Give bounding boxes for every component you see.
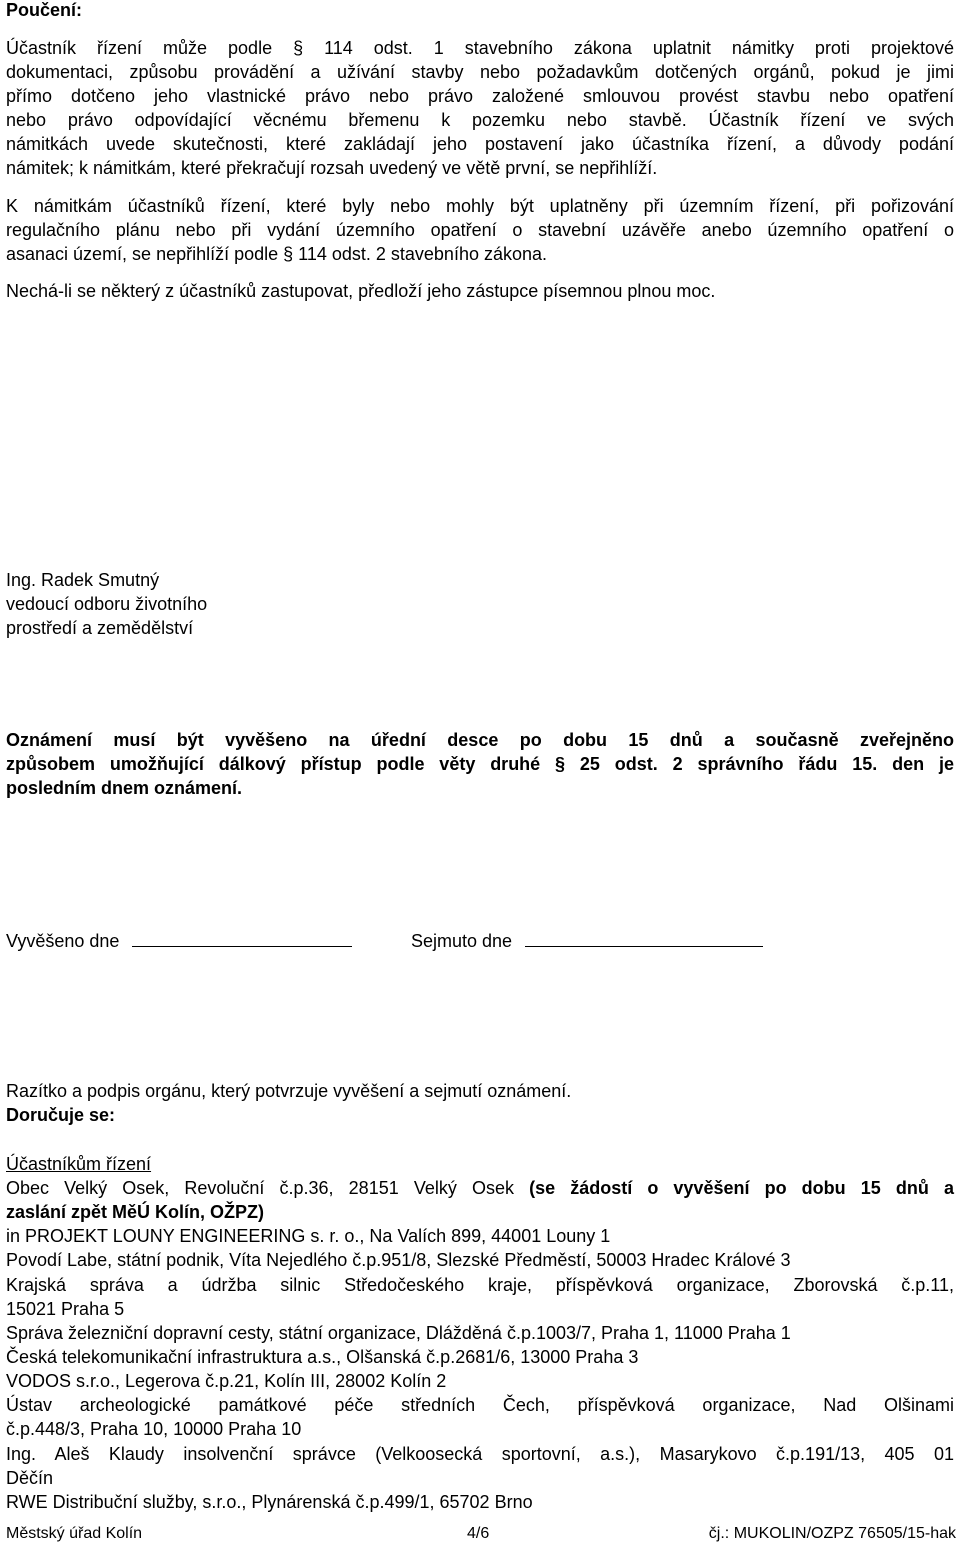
text-line: nebo právo odpovídající věcnému břemenu k pozemku nebo stavbě. Účastník řízení ve svých <box>6 110 954 130</box>
text-line: přímo dotčeno jeho vlastnické právo nebo právo založené smlouvou provést stavbu nebo opatření <box>6 86 954 106</box>
recipient: Ústav archeologické památkové péče středních Čech, příspěvková organizace, Nad Olšinami <box>6 1395 954 1415</box>
recipient: Správa železniční dopravní cesty, státní organizace, Dlážděná č.p.1003/7, Praha 1, 11000 Praha 1 <box>6 1323 791 1343</box>
recipient: RWE Distribuční služby, s.r.o., Plynárenská č.p.499/1, 65702 Brno <box>6 1492 533 1512</box>
recipient: Ing. Aleš Klaudy insolvenční správce (Velkoosecká sportovní, a.s.), Masarykovo č.p.191/13, 405 01 <box>6 1444 954 1464</box>
text-line: regulačního plánu nebo při vydání územního opatření o stavební uzávěře anebo územního opatření o <box>6 220 954 240</box>
recipient-cont: č.p.448/3, Praha 10, 10000 Praha 10 <box>6 1419 302 1439</box>
recipient-cont: Děčín <box>6 1468 54 1488</box>
removed-date-blank <box>525 945 763 947</box>
recipient: Povodí Labe, státní podnik, Víta Nejedlého č.p.951/8, Slezské Předměstí, 50003 Hradec Králové 3 <box>6 1250 791 1270</box>
text-line: námitek; k námitkám, které překračují rozsah uvedený ve větě první, se nepřihlíží. <box>6 158 658 178</box>
signatory-role: vedoucí odboru životního <box>6 594 208 614</box>
text-line: Oznámení musí být vyvěšeno na úřední desce po dobu 15 dnů a současně zveřejněno <box>6 730 954 750</box>
text-line: asanaci území, se nepřihlíží podle § 114 odst. 2 stavebního zákona. <box>6 244 548 264</box>
signatory-role: prostředí a zemědělství <box>6 618 194 638</box>
recipient: Krajská správa a údržba silnic Středočeského kraje, příspěvková organizace, Zborovská č.p.11, <box>6 1275 954 1295</box>
signatory-name: Ing. Radek Smutný <box>6 570 160 590</box>
delivered-label: Doručuje se: <box>6 1105 116 1125</box>
paragraph-representation: Nechá-li se některý z účastníků zastupovat, předloží jeho zástupce písemnou plnou moc. <box>6 281 716 301</box>
text-line: dokumentaci, způsobu provádění a užívání stavby nebo požadavkům dotčených orgánů, pokud je jimi <box>6 62 954 82</box>
text-line: způsobem umožňující dálkový přístup podle věty druhé § 25 odst. 2 správního řádu 15. den je <box>6 754 954 774</box>
text-line: námitkách uvede skutečnosti, které zakládají jeho postavení jako účastníka řízení, a důvody podání <box>6 134 954 154</box>
footer-office: Městský úřad Kolín <box>6 1525 143 1542</box>
recipient-cont: zaslání zpět MěÚ Kolín, OŽPZ) <box>6 1202 265 1222</box>
recipient: Obec Velký Osek, Revoluční č.p.36, 28151 Velký Osek (se žádostí o vyvěšení po dobu 15 dnů a <box>6 1178 954 1198</box>
recipient: in PROJEKT LOUNY ENGINEERING s. r. o., Na Valích 899, 44001 Louny 1 <box>6 1226 611 1246</box>
posted-label: Vyvěšeno dne <box>6 931 120 951</box>
posted-date-blank <box>132 945 352 947</box>
footer-reference: čj.: MUKOLIN/OZPZ 76505/15-hak <box>708 1525 956 1542</box>
text-line: K námitkám účastníků řízení, které byly nebo mohly být uplatněny při územním řízení, při pořizování <box>6 196 954 216</box>
footer-page-number: 4/6 <box>467 1525 490 1542</box>
recipients-heading: Účastníkům řízení <box>6 1154 152 1174</box>
text-line: Účastník řízení může podle § 114 odst. 1 stavebního zákona uplatnit námitky proti projektové <box>6 38 954 58</box>
removed-label: Sejmuto dne <box>411 931 513 951</box>
recipient-cont: 15021 Praha 5 <box>6 1299 125 1319</box>
posted-date-field <box>6 929 352 953</box>
removed-date-field <box>411 929 763 953</box>
text-line: posledním dnem oznámení. <box>6 778 243 798</box>
heading: Poučení: <box>6 0 83 20</box>
recipient: Česká telekomunikační infrastruktura a.s., Olšanská č.p.2681/6, 13000 Praha 3 <box>6 1347 639 1367</box>
recipient: VODOS s.r.o., Legerova č.p.21, Kolín III, 28002 Kolín 2 <box>6 1371 447 1391</box>
stamp-instructions: Razítko a podpis orgánu, který potvrzuje vyvěšení a sejmutí oznámení. <box>6 1081 572 1101</box>
